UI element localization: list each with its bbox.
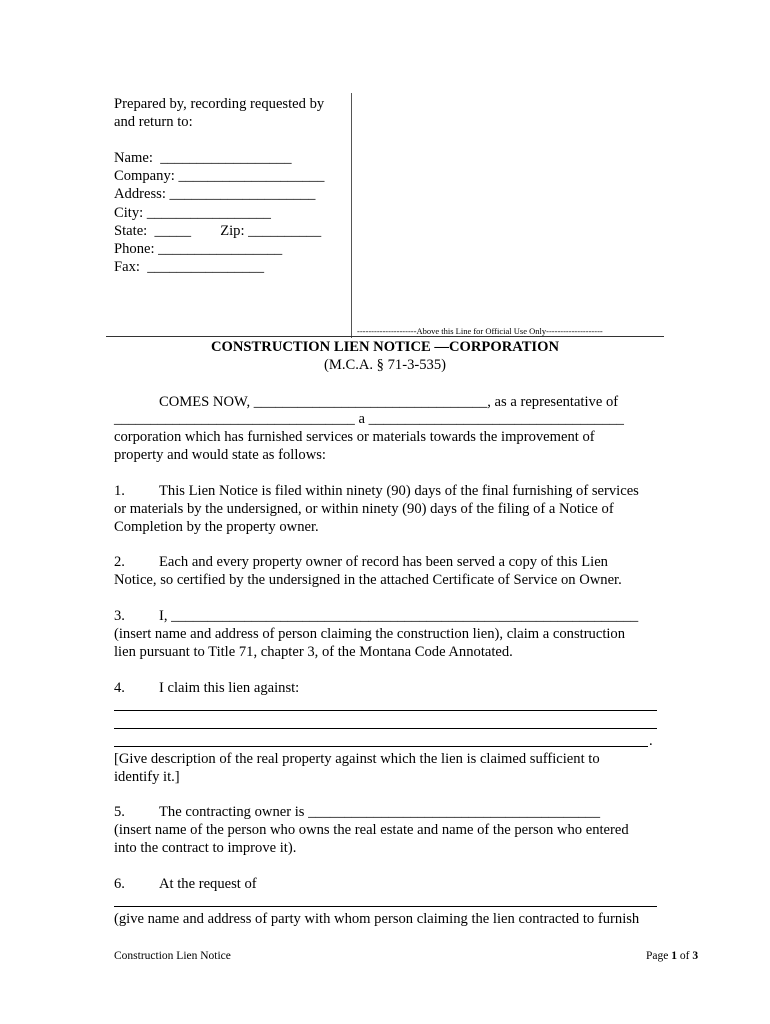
item3-line2: (insert name and address of person claiming the construction lien), claim a construction [114, 626, 626, 642]
item1-number: 1. [114, 483, 125, 499]
item5-line3: into the contract to improve it). [114, 840, 297, 856]
item2-line1: Each and every property owner of record has been served a copy of this Lien [159, 554, 608, 570]
intro-line2[interactable]: _________________________________ a ___________________________________ [114, 411, 624, 427]
item6-line2: (give name and address of party with whom person claiming the lien contracted to furnish [114, 911, 640, 927]
header-divider-horizontal [106, 336, 664, 337]
intro-line1[interactable]: COMES NOW, ________________________________, as a representative of [159, 394, 619, 410]
name-field[interactable]: Name: __________________ [114, 150, 292, 166]
prepared-by-line2: and return to: [114, 114, 193, 130]
fax-field[interactable]: Fax: ________________ [114, 259, 264, 275]
company-field[interactable]: Company: ____________________ [114, 168, 325, 184]
item6-number: 6. [114, 876, 125, 892]
intro-line4: property and would state as follows: [114, 447, 326, 463]
item6-line1: At the request of [159, 876, 257, 892]
phone-field[interactable]: Phone: _________________ [114, 241, 283, 257]
state-zip-field[interactable]: State: _____ Zip: __________ [114, 223, 322, 239]
item4-desc1: [Give description of the real property against which the lien is claimed sufficient to [114, 751, 600, 767]
item2-line2: Notice, so certified by the undersigned in the attached Certificate of Service on Owner. [114, 572, 622, 588]
address-field[interactable]: Address: ____________________ [114, 186, 316, 202]
page-mid: of [676, 950, 693, 962]
footer-document-name: Construction Lien Notice [114, 950, 231, 962]
page-total: 3 [692, 950, 699, 962]
item1-line2: or materials by the undersigned, or within ninety (90) days of the filing of a Notice of [114, 501, 614, 517]
city-field[interactable]: City: _________________ [114, 205, 271, 221]
official-use-line: ---------------------Above this Line for Official Use Only-------------------- [357, 326, 603, 336]
document-title: CONSTRUCTION LIEN NOTICE —CORPORATION [211, 339, 559, 355]
page-current: 1 [671, 950, 677, 962]
prepared-by-line1: Prepared by, recording requested by [114, 96, 325, 112]
page-indicator [646, 949, 698, 963]
item4-blank-line1[interactable] [114, 710, 657, 711]
item4-period: . [649, 733, 653, 749]
item3-line3: lien pursuant to Title 71, chapter 3, of the Montana Code Annotated. [114, 644, 513, 660]
item5-line2: (insert name of the person who owns the real estate and name of the person who entered [114, 822, 629, 838]
header-divider-vertical [351, 93, 352, 338]
item4-line1: I claim this lien against: [159, 680, 300, 696]
item6-blank-line[interactable] [114, 906, 657, 907]
item3-line1[interactable]: I, ________________________________________________________________ [159, 608, 639, 624]
page-prefix: Page [646, 950, 672, 962]
statute-citation: (M.C.A. § 71-3-535) [323, 357, 446, 373]
item5-line1[interactable]: The contracting owner is ________________________________________ [159, 804, 601, 820]
item4-desc2: identify it.] [114, 769, 180, 785]
item4-blank-line2[interactable] [114, 728, 657, 729]
item4-blank-line3[interactable] [114, 746, 648, 747]
item1-line3: Completion by the property owner. [114, 519, 319, 535]
item2-number: 2. [114, 554, 125, 570]
item4-number: 4. [114, 680, 125, 696]
item3-number: 3. [114, 608, 125, 624]
item1-line1: This Lien Notice is filed within ninety (90) days of the final furnishing of services [159, 483, 639, 499]
intro-line3: corporation which has furnished services or materials towards the improvement of [114, 429, 595, 445]
item5-number: 5. [114, 804, 125, 820]
